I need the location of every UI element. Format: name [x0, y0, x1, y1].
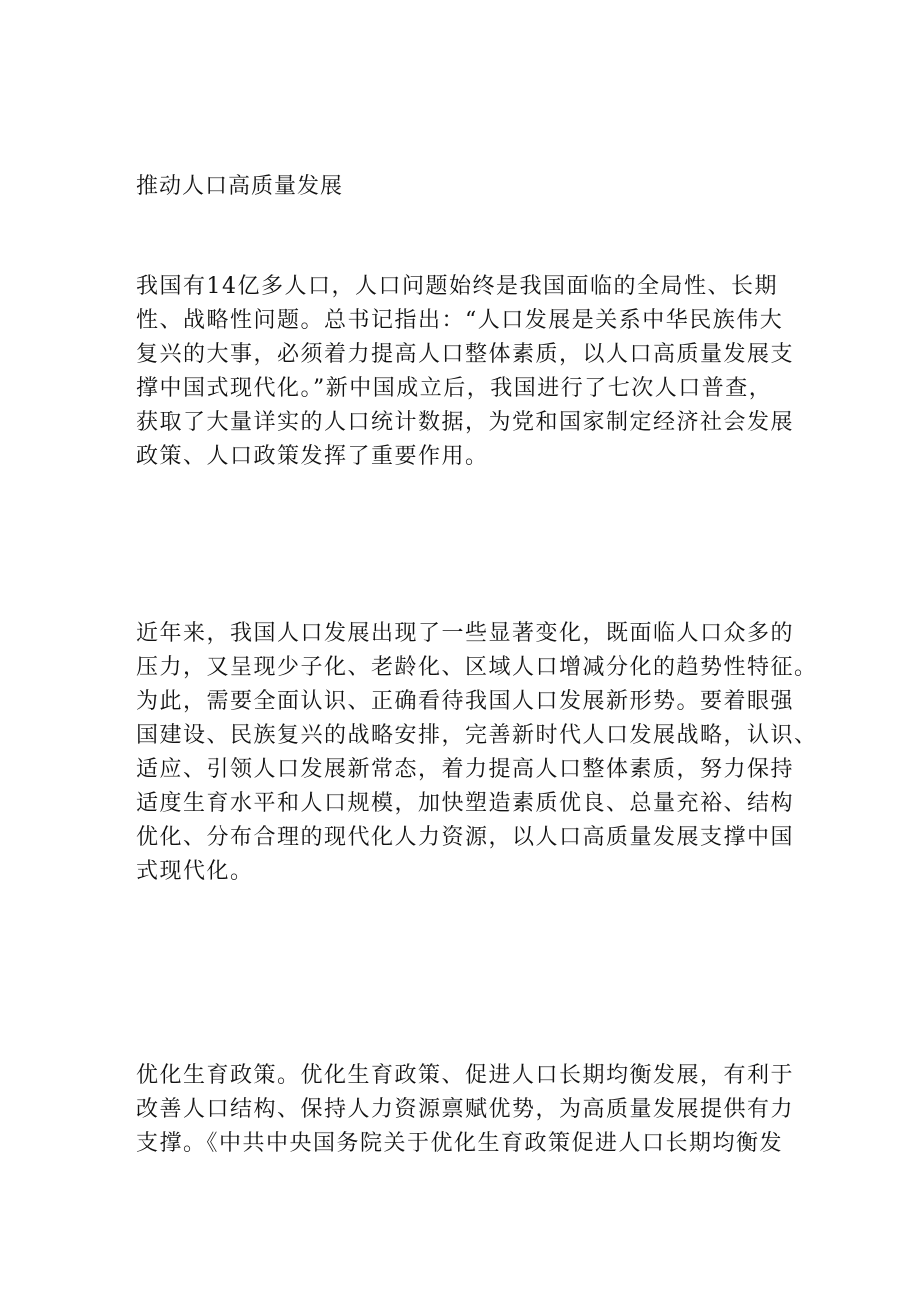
paragraph-line: 我国有14亿多人口，人口问题始终是我国面临的全局性、长期: [136, 274, 778, 299]
paragraph-line: 优化生育政策。优化生育政策、促进人口长期均衡发展，有利于: [136, 1063, 795, 1088]
paragraph-line: 优化、分布合理的现代化人力资源，以人口高质量发展支撑中国: [136, 825, 795, 850]
paragraph-line: 式现代化。: [136, 859, 254, 884]
paragraph-1: [136, 270, 816, 474]
paragraph-line: 获取了大量详实的人口统计数据，为党和国家制定经济社会发展: [136, 410, 795, 435]
paragraph-line: 复兴的大事，必须着力提高人口整体素质，以人口高质量发展支: [136, 342, 795, 367]
document-title: 推动人口高质量发展: [136, 174, 344, 199]
paragraph-line: 改善人口结构、保持人力资源禀赋优势，为高质量发展提供有力: [136, 1097, 795, 1122]
paragraph-line: 政策、人口政策发挥了重要作用。: [136, 444, 489, 469]
paragraph-line: 适应、引领人口发展新常态，着力提高人口整体素质，努力保持: [136, 757, 795, 782]
paragraph-2: [136, 617, 816, 889]
paragraph-3: [136, 1059, 816, 1161]
paragraph-line: 性、战略性问题。总书记指出：“人口发展是关系中华民族伟大: [136, 308, 784, 333]
paragraph-line: 支撑。《中共中央国务院关于优化生育政策促进人口长期均衡发: [136, 1131, 784, 1156]
paragraph-line: 近年来，我国人口发展出现了一些显著变化，既面临人口众多的: [136, 621, 795, 646]
paragraph-line: 适度生育水平和人口规模，加快塑造素质优良、总量充裕、结构: [136, 791, 795, 816]
paragraph-line: 国建设、民族复兴的战略安排，完善新时代人口发展战略，认识、: [136, 723, 818, 748]
paragraph-line: 撑中国式现代化。”新中国成立后，我国进行了七次人口普查，: [136, 376, 773, 401]
paragraph-line: 压力，又呈现少子化、老龄化、区域人口增减分化的趋势性特征。: [136, 655, 818, 680]
paragraph-line: 为此，需要全面认识、正确看待我国人口发展新形势。要着眼强: [136, 689, 795, 714]
